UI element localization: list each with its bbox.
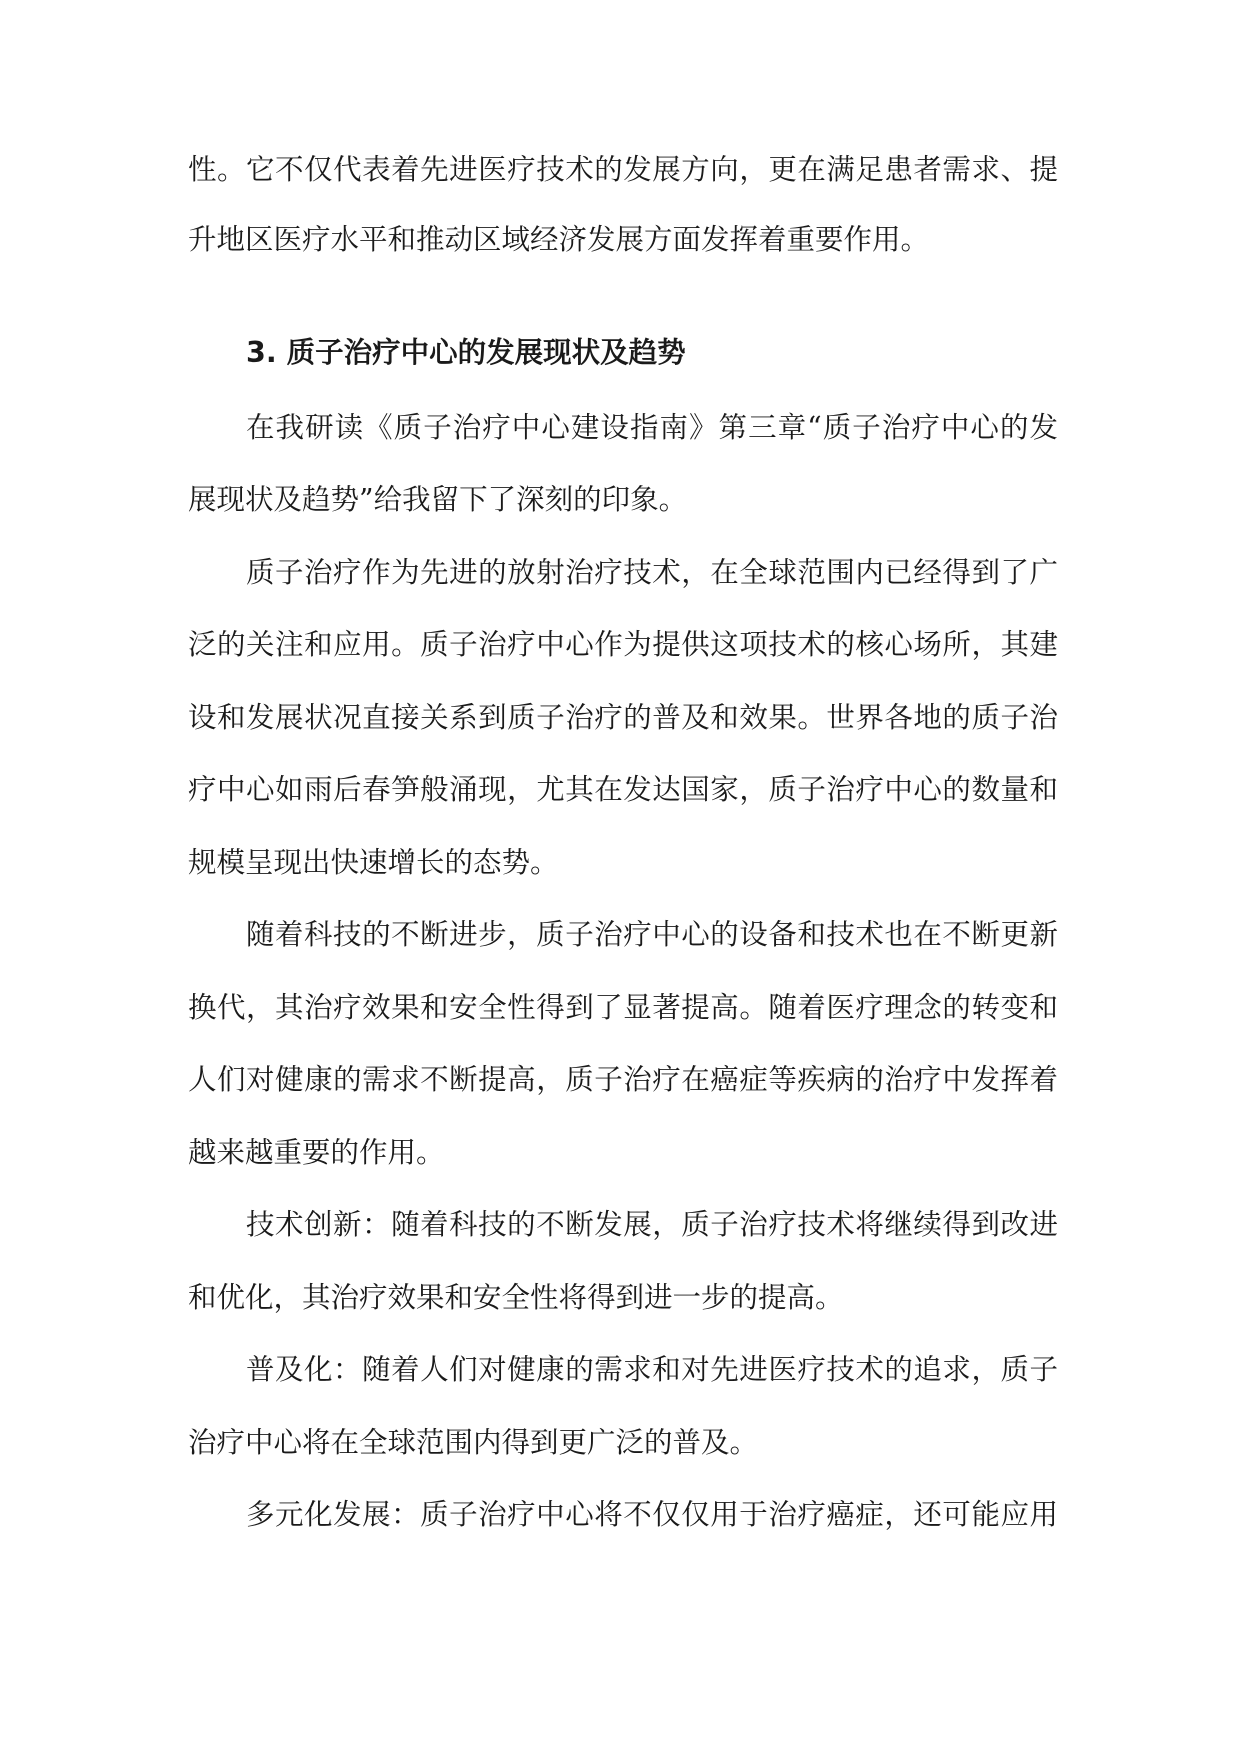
section-heading: 3. 质子治疗中心的发展现状及趋势 xyxy=(246,336,686,369)
paragraph-2-line-5: 规模呈现出快速增长的态势。 xyxy=(188,846,559,879)
paragraph-2-line-1: 质子治疗作为先进的放射治疗技术，在全球范围内已经得到了广 xyxy=(246,556,1058,589)
paragraph-3-line-4: 越来越重要的作用。 xyxy=(188,1136,445,1169)
paragraph-intro-line-1: 性。它不仅代表着先进医疗技术的发展方向，更在满足患者需求、提 xyxy=(188,153,1058,186)
paragraph-5-line-1: 普及化：随着人们对健康的需求和对先进医疗技术的追求，质子 xyxy=(246,1353,1058,1386)
paragraph-6-line-1: 多元化发展：质子治疗中心将不仅仅用于治疗癌症，还可能应用 xyxy=(246,1498,1058,1531)
paragraph-2-line-4: 疗中心如雨后春笋般涌现，尤其在发达国家，质子治疗中心的数量和 xyxy=(188,773,1058,806)
paragraph-3-line-3: 人们对健康的需求不断提高，质子治疗在癌症等疾病的治疗中发挥着 xyxy=(188,1063,1058,1096)
paragraph-intro-line-2: 升地区医疗水平和推动区域经济发展方面发挥着重要作用。 xyxy=(188,223,930,256)
paragraph-2-line-3: 设和发展状况直接关系到质子治疗的普及和效果。世界各地的质子治 xyxy=(188,701,1058,734)
paragraph-1-line-2: 展现状及趋势”给我留下了深刻的印象。 xyxy=(188,483,688,516)
paragraph-4-line-2: 和优化，其治疗效果和安全性将得到进一步的提高。 xyxy=(188,1281,844,1314)
paragraph-1-line-1: 在我研读《质子治疗中心建设指南》第三章“质子治疗中心的发 xyxy=(246,411,1058,444)
paragraph-5-line-2: 治疗中心将在全球范围内得到更广泛的普及。 xyxy=(188,1426,759,1459)
paragraph-3-line-1: 随着科技的不断进步，质子治疗中心的设备和技术也在不断更新 xyxy=(246,918,1058,951)
paragraph-4-line-1: 技术创新：随着科技的不断发展，质子治疗技术将继续得到改进 xyxy=(246,1208,1058,1241)
paragraph-3-line-2: 换代，其治疗效果和安全性得到了显著提高。随着医疗理念的转变和 xyxy=(188,991,1058,1024)
paragraph-2-line-2: 泛的关注和应用。质子治疗中心作为提供这项技术的核心场所，其建 xyxy=(188,628,1058,661)
